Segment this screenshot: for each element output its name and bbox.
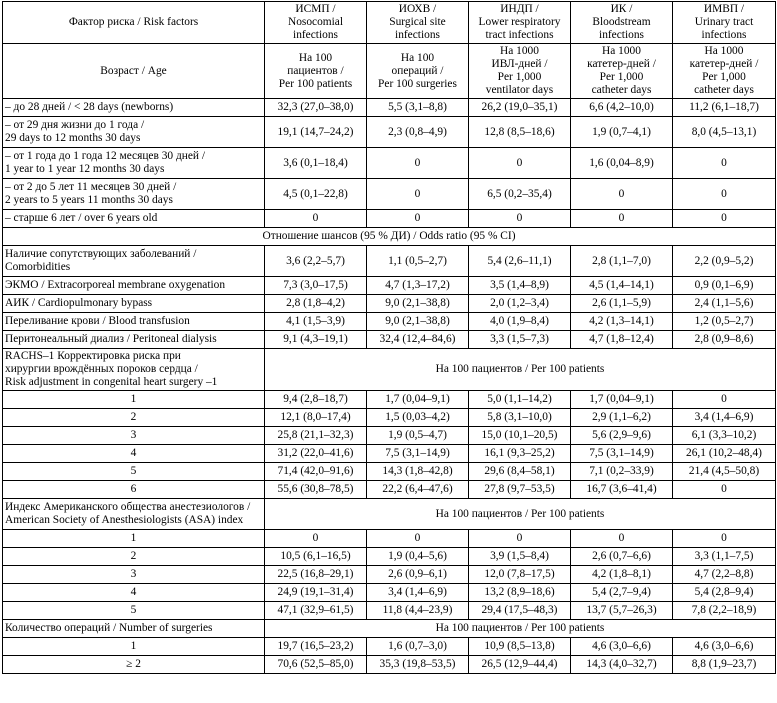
value-cell: 4,5 (0,1–22,8): [265, 179, 367, 210]
value-cell: 1,7 (0,04–9,1): [571, 391, 673, 409]
value-cell: 0: [367, 210, 469, 228]
value-cell: 5,4 (2,6–11,1): [469, 246, 571, 277]
table-row: [3, 638, 776, 656]
value-cell: 9,0 (2,1–38,8): [367, 313, 469, 331]
value-cell: 2,6 (0,9–6,1): [367, 566, 469, 584]
value-cell: 2,8 (1,1–7,0): [571, 246, 673, 277]
row-label: – от 29 дня жизни до 1 года / 29 days to 12 months 30 days: [3, 117, 265, 148]
row-label: Перитонеальный диализ / Peritoneal dialysis: [3, 331, 265, 349]
value-cell: 8,0 (4,5–13,1): [673, 117, 776, 148]
value-cell: 10,9 (8,5–13,8): [469, 638, 571, 656]
value-cell: 11,8 (4,4–23,9): [367, 602, 469, 620]
value-cell: 11,2 (6,1–18,7): [673, 99, 776, 117]
table-row: [3, 210, 776, 228]
table-row: [3, 481, 776, 499]
value-cell: 2,8 (1,8–4,2): [265, 295, 367, 313]
value-cell: 29,4 (17,5–48,3): [469, 602, 571, 620]
value-cell: 1,5 (0,03–4,2): [367, 409, 469, 427]
row-label: 1: [3, 391, 265, 409]
value-cell: 13,2 (8,9–18,6): [469, 584, 571, 602]
unit-cell: На 100 операций / Per 100 surgeries: [367, 44, 469, 99]
value-cell: 2,6 (1,1–5,9): [571, 295, 673, 313]
value-cell: 32,4 (12,4–84,6): [367, 331, 469, 349]
value-cell: 7,8 (2,2–18,9): [673, 602, 776, 620]
rachs-unit: На 100 пациентов / Per 100 patients: [265, 349, 776, 391]
unit-cell: На 1000 ИВЛ-дней / Per 1,000 ventilator days: [469, 44, 571, 99]
value-cell: 0: [673, 179, 776, 210]
row-label: 1: [3, 530, 265, 548]
odds-ratio-heading: Отношение шансов (95 % ДИ) / Odds ratio (95 % CI): [3, 228, 776, 246]
value-cell: 0: [673, 210, 776, 228]
row-label: – от 1 года до 1 года 12 месяцев 30 дней / 1 year to 1 year 12 months 30 days: [3, 148, 265, 179]
value-cell: 1,6 (0,7–3,0): [367, 638, 469, 656]
value-cell: 26,2 (19,0–35,1): [469, 99, 571, 117]
value-cell: 3,3 (1,5–7,3): [469, 331, 571, 349]
header-col-lower-respiratory: ИНДП / Lower respiratory tract infections: [469, 2, 571, 44]
unit-cell: На 1000 катетер-дней / Per 1,000 catheter days: [673, 44, 776, 99]
value-cell: 14,3 (1,8–42,8): [367, 463, 469, 481]
value-cell: 9,4 (2,8–18,7): [265, 391, 367, 409]
value-cell: 0: [367, 179, 469, 210]
table-row: [3, 445, 776, 463]
value-cell: 71,4 (42,0–91,6): [265, 463, 367, 481]
value-cell: 5,6 (2,9–9,6): [571, 427, 673, 445]
value-cell: 6,5 (0,2–35,4): [469, 179, 571, 210]
asa-section-header: [3, 499, 776, 530]
row-label: – от 2 до 5 лет 11 месяцев 30 дней / 2 years to 5 years 11 months 30 days: [3, 179, 265, 210]
value-cell: 12,8 (8,5–18,6): [469, 117, 571, 148]
unit-cell: На 100 пациентов / Per 100 patients: [265, 44, 367, 99]
age-units-row: [3, 44, 776, 99]
unit-cell: На 1000 катетер-дней / Per 1,000 catheter days: [571, 44, 673, 99]
rachs-section-header: [3, 349, 776, 391]
table-row: [3, 566, 776, 584]
table-row: [3, 409, 776, 427]
table-row: [3, 331, 776, 349]
value-cell: 3,6 (2,2–5,7): [265, 246, 367, 277]
value-cell: 1,6 (0,04–8,9): [571, 148, 673, 179]
value-cell: 7,5 (3,1–14,9): [367, 445, 469, 463]
value-cell: 9,0 (2,1–38,8): [367, 295, 469, 313]
value-cell: 0: [265, 210, 367, 228]
value-cell: 4,2 (1,8–8,1): [571, 566, 673, 584]
value-cell: 6,6 (4,2–10,0): [571, 99, 673, 117]
value-cell: 27,8 (9,7–53,5): [469, 481, 571, 499]
value-cell: 0,9 (0,1–6,9): [673, 277, 776, 295]
value-cell: 2,0 (1,2–3,4): [469, 295, 571, 313]
value-cell: 26,5 (12,9–44,4): [469, 656, 571, 674]
value-cell: 31,2 (22,0–41,6): [265, 445, 367, 463]
value-cell: 12,1 (8,0–17,4): [265, 409, 367, 427]
table-row: [3, 602, 776, 620]
row-label: Переливание крови / Blood transfusion: [3, 313, 265, 331]
value-cell: 25,8 (21,1–32,3): [265, 427, 367, 445]
table-row: [3, 99, 776, 117]
value-cell: 2,4 (1,1–5,6): [673, 295, 776, 313]
value-cell: 1,9 (0,5–4,7): [367, 427, 469, 445]
row-label: 5: [3, 463, 265, 481]
table-row: [3, 427, 776, 445]
value-cell: 15,0 (10,1–20,5): [469, 427, 571, 445]
value-cell: 2,9 (1,1–6,2): [571, 409, 673, 427]
value-cell: 0: [673, 148, 776, 179]
value-cell: 35,3 (19,8–53,5): [367, 656, 469, 674]
surgeries-unit: На 100 пациентов / Per 100 patients: [265, 620, 776, 638]
value-cell: 4,5 (1,4–14,1): [571, 277, 673, 295]
value-cell: 5,5 (3,1–8,8): [367, 99, 469, 117]
value-cell: 0: [367, 530, 469, 548]
value-cell: 5,8 (3,1–10,0): [469, 409, 571, 427]
table-row: [3, 179, 776, 210]
value-cell: 2,2 (0,9–5,2): [673, 246, 776, 277]
value-cell: 8,8 (1,9–23,7): [673, 656, 776, 674]
value-cell: 1,1 (0,5–2,7): [367, 246, 469, 277]
table-row: [3, 277, 776, 295]
table-row: [3, 584, 776, 602]
table-row: [3, 530, 776, 548]
value-cell: 4,7 (2,2–8,8): [673, 566, 776, 584]
row-label: ≥ 2: [3, 656, 265, 674]
value-cell: 29,6 (8,4–58,1): [469, 463, 571, 481]
row-label: 3: [3, 427, 265, 445]
row-label: ЭКМО / Extracorporeal membrane oxygenation: [3, 277, 265, 295]
value-cell: 5,4 (2,7–9,4): [571, 584, 673, 602]
row-label: 5: [3, 602, 265, 620]
row-label: 3: [3, 566, 265, 584]
value-cell: 26,1 (10,2–48,4): [673, 445, 776, 463]
value-cell: 13,7 (5,7–26,3): [571, 602, 673, 620]
value-cell: 10,5 (6,1–16,5): [265, 548, 367, 566]
value-cell: 3,4 (1,4–6,9): [673, 409, 776, 427]
value-cell: 21,4 (4,5–50,8): [673, 463, 776, 481]
value-cell: 7,1 (0,2–33,9): [571, 463, 673, 481]
row-label: 6: [3, 481, 265, 499]
value-cell: 2,3 (0,8–4,9): [367, 117, 469, 148]
value-cell: 0: [469, 210, 571, 228]
odds-ratio-section-header: [3, 228, 776, 246]
table-row: [3, 246, 776, 277]
value-cell: 1,9 (0,7–4,1): [571, 117, 673, 148]
table-row: [3, 391, 776, 409]
value-cell: 4,0 (1,9–8,4): [469, 313, 571, 331]
row-label: 4: [3, 584, 265, 602]
value-cell: 0: [571, 210, 673, 228]
value-cell: 3,6 (0,1–18,4): [265, 148, 367, 179]
value-cell: 0: [571, 530, 673, 548]
risk-factors-table: [2, 1, 776, 674]
value-cell: 3,3 (1,1–7,5): [673, 548, 776, 566]
value-cell: 55,6 (30,8–78,5): [265, 481, 367, 499]
row-label: – старше 6 лет / over 6 years old: [3, 210, 265, 228]
value-cell: 14,3 (4,0–32,7): [571, 656, 673, 674]
value-cell: 47,1 (32,9–61,5): [265, 602, 367, 620]
value-cell: 19,1 (14,7–24,2): [265, 117, 367, 148]
value-cell: 16,1 (9,3–25,2): [469, 445, 571, 463]
table-row: [3, 117, 776, 148]
row-label: 4: [3, 445, 265, 463]
age-label: Возраст / Age: [3, 44, 265, 99]
row-label: АИК / Cardiopulmonary bypass: [3, 295, 265, 313]
row-label: Наличие сопутствующих заболеваний / Comorbidities: [3, 246, 265, 277]
table-row: [3, 548, 776, 566]
value-cell: 2,8 (0,9–8,6): [673, 331, 776, 349]
value-cell: 7,3 (3,0–17,5): [265, 277, 367, 295]
asa-unit: На 100 пациентов / Per 100 patients: [265, 499, 776, 530]
surgeries-section-header: [3, 620, 776, 638]
surgeries-label: Количество операций / Number of surgeries: [3, 620, 265, 638]
value-cell: 1,2 (0,5–2,7): [673, 313, 776, 331]
row-label: – до 28 дней / < 28 days (newborns): [3, 99, 265, 117]
value-cell: 0: [571, 179, 673, 210]
value-cell: 0: [265, 530, 367, 548]
value-cell: 5,0 (1,1–14,2): [469, 391, 571, 409]
value-cell: 24,9 (19,1–31,4): [265, 584, 367, 602]
value-cell: 19,7 (16,5–23,2): [265, 638, 367, 656]
header-col-bloodstream: ИК / Bloodstream infections: [571, 2, 673, 44]
value-cell: 1,7 (0,04–9,1): [367, 391, 469, 409]
value-cell: 0: [469, 148, 571, 179]
value-cell: 0: [367, 148, 469, 179]
rachs-label: RACHS–1 Корректировка риска при хирургии врождённых пороков сердца / Risk adjustment in congenital heart surgery –1: [3, 349, 265, 391]
header-col-surgical-site: ИОХВ / Surgical site infections: [367, 2, 469, 44]
value-cell: 4,2 (1,3–14,1): [571, 313, 673, 331]
value-cell: 22,5 (16,8–29,1): [265, 566, 367, 584]
table-row: [3, 313, 776, 331]
value-cell: 0: [673, 530, 776, 548]
value-cell: 3,4 (1,4–6,9): [367, 584, 469, 602]
header-factor: Фактор риска / Risk factors: [3, 2, 265, 44]
value-cell: 22,2 (6,4–47,6): [367, 481, 469, 499]
value-cell: 5,4 (2,8–9,4): [673, 584, 776, 602]
header-row: [3, 2, 776, 44]
value-cell: 6,1 (3,3–10,2): [673, 427, 776, 445]
value-cell: 4,7 (1,3–17,2): [367, 277, 469, 295]
value-cell: 3,9 (1,5–8,4): [469, 548, 571, 566]
value-cell: 0: [469, 530, 571, 548]
value-cell: 1,9 (0,4–5,6): [367, 548, 469, 566]
value-cell: 12,0 (7,8–17,5): [469, 566, 571, 584]
header-col-urinary-tract: ИМВП / Urinary tract infections: [673, 2, 776, 44]
value-cell: 70,6 (52,5–85,0): [265, 656, 367, 674]
table-row: [3, 463, 776, 481]
value-cell: 2,6 (0,7–6,6): [571, 548, 673, 566]
row-label: 2: [3, 409, 265, 427]
value-cell: 3,5 (1,4–8,9): [469, 277, 571, 295]
value-cell: 4,6 (3,0–6,6): [571, 638, 673, 656]
header-col-nosocomial: ИСМП / Nosocomial infections: [265, 2, 367, 44]
value-cell: 32,3 (27,0–38,0): [265, 99, 367, 117]
value-cell: 4,7 (1,8–12,4): [571, 331, 673, 349]
value-cell: 9,1 (4,3–19,1): [265, 331, 367, 349]
table-row: [3, 148, 776, 179]
value-cell: 4,1 (1,5–3,9): [265, 313, 367, 331]
value-cell: 4,6 (3,0–6,6): [673, 638, 776, 656]
value-cell: 16,7 (3,6–41,4): [571, 481, 673, 499]
table-row: [3, 656, 776, 674]
asa-label: Индекс Американского общества анестезиологов / American Society of Anesthesiologists (ASA) index: [3, 499, 265, 530]
row-label: 1: [3, 638, 265, 656]
row-label: 2: [3, 548, 265, 566]
table-row: [3, 295, 776, 313]
value-cell: 7,5 (3,1–14,9): [571, 445, 673, 463]
value-cell: 0: [673, 481, 776, 499]
value-cell: 0: [673, 391, 776, 409]
